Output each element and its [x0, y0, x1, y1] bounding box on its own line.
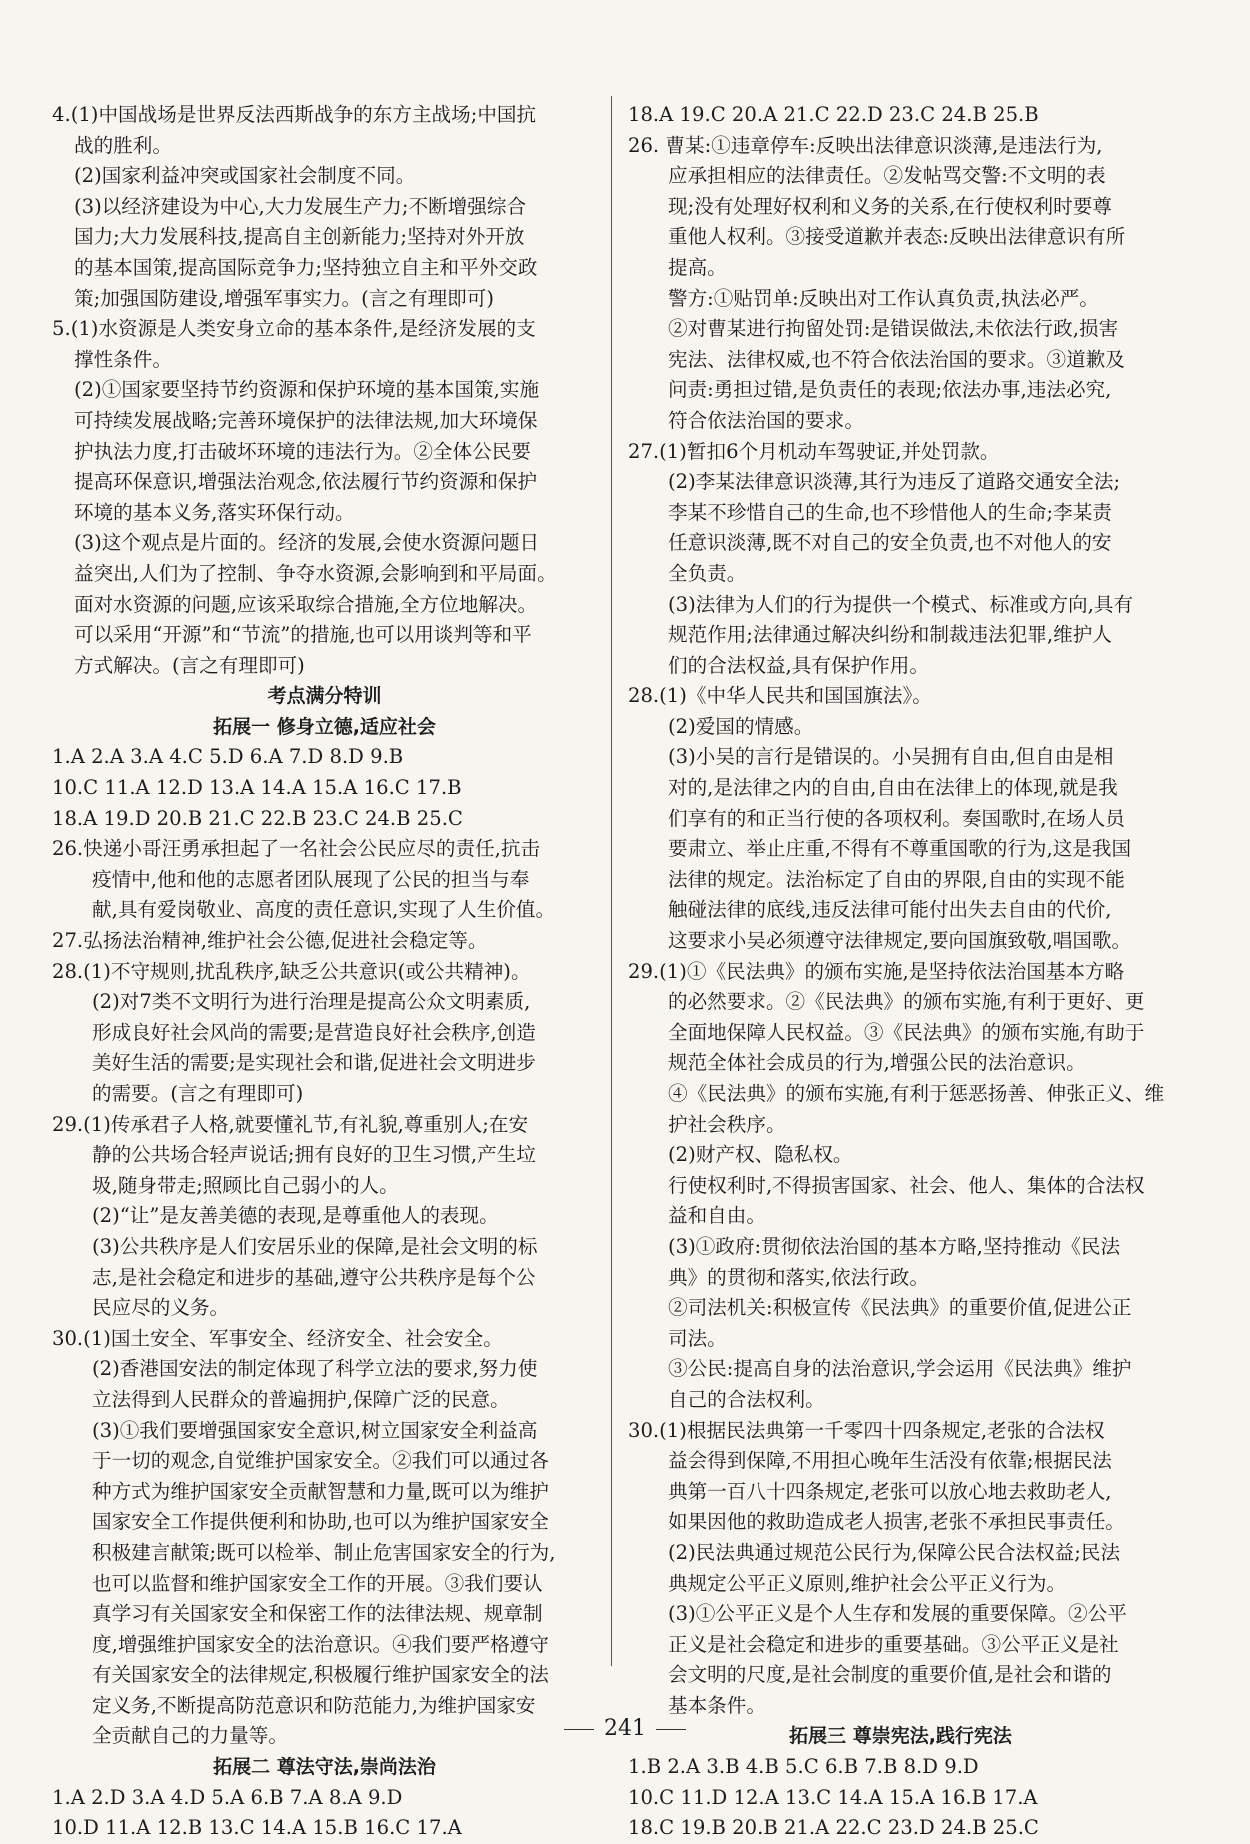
text-line: 要肃立、举止庄重,不得有不尊重国歌的行为,这是我国	[668, 837, 1132, 861]
text-line: 民应尽的义务。	[92, 1296, 230, 1320]
text-line: 18.A 19.C 20.A 21.C 22.D 23.C 24.B 25.B	[628, 103, 1039, 126]
text-line: 4.(1)中国战场是世界反法西斯战争的东方主战场;中国抗	[52, 103, 537, 126]
text-line: 30.(1)根据民法典第一千零四十四条规定,老张的合法权	[628, 1418, 1105, 1442]
text-line: 有关国家安全的法律规定,积极履行维护国家安全的法	[92, 1663, 549, 1687]
text-line: 的需要。(言之有理即可)	[92, 1082, 304, 1105]
text-line: 1.A 2.D 3.A 4.D 5.A 6.B 7.A 8.A 9.D	[52, 1785, 403, 1809]
text-line: 重他人权利。③接受道歉并表态:反映出法律意识有所	[668, 225, 1126, 249]
text-line: 也可以监督和维护国家安全工作的开展。③我们要认	[92, 1571, 543, 1595]
text-line: 行使权利时,不得损害国家、社会、他人、集体的合法权	[668, 1173, 1145, 1197]
text-line: 可持续发展战略;完善环境保护的法律法规,加大环境保	[74, 408, 538, 432]
text-line: 1.B 2.A 3.B 4.B 5.C 6.B 7.B 8.D 9.D	[628, 1755, 979, 1779]
text-line: 典第一百八十四条规定,老张可以放心地去救助老人,	[668, 1479, 1112, 1503]
text-line: 18.A 19.D 20.B 21.C 22.B 23.C 24.B 25.C	[52, 806, 463, 830]
text-line: 美好生活的需要;是实现社会和谐,促进社会文明进步	[92, 1051, 536, 1075]
text-line: 10.D 11.A 12.B 13.C 14.A 15.B 16.C 17.A	[52, 1816, 462, 1840]
text-line: 战的胜利。	[74, 133, 172, 157]
text-line: (3)小吴的言行是错误的。小吴拥有自由,但自由是相	[668, 745, 1114, 769]
text-line: 正义是社会稳定和进步的重要基础。③公平正义是社	[668, 1632, 1119, 1656]
text-line: 29.(1)传承君子人格,就要懂礼节,有礼貌,尊重别人;在安	[52, 1112, 529, 1136]
text-line: 提高环保意识,增强法治观念,依法履行节约资源和保护	[74, 470, 538, 494]
text-line: 积极建言献策;既可以检举、制止危害国家安全的行为,	[92, 1540, 556, 1564]
text-line: (2)香港国安法的制定体现了科学立法的要求,努力使	[92, 1357, 538, 1381]
text-line: 益和自由。	[668, 1204, 766, 1228]
text-line: 28.(1)《中华人民共和国国旗法》。	[628, 684, 932, 708]
section-heading: 拓展三 尊崇宪法,践行宪法	[789, 1725, 1012, 1748]
text-line: ②司法机关:积极宣传《民法典》的重要价值,促进公正	[668, 1296, 1132, 1320]
dash-right	[656, 1729, 686, 1730]
text-line: (2)对7类不文明行为进行治理是提高公众文明素质,	[92, 990, 531, 1014]
text-line: 种方式为维护国家安全贡献智慧和力量,既可以为维护	[92, 1479, 549, 1503]
page-number	[0, 1716, 1250, 1741]
text-line: 环境的基本义务,落实环保行动。	[74, 500, 355, 524]
text-line: (3)①政府:贯彻依法治国的基本方略,坚持推动《民法	[668, 1234, 1121, 1258]
text-line: 全负责。	[668, 561, 747, 585]
text-line: 28.(1)不守规则,扰乱秩序,缺乏公共意识(或公共精神)。	[52, 959, 531, 983]
text-line: 18.C 19.B 20.B 21.A 22.C 23.D 24.B 25.C	[628, 1816, 1039, 1840]
text-line: 国力;大力发展科技,提高自主创新能力;坚持对外开放	[74, 225, 525, 249]
text-line: 法律的规定。法治标定了自由的界限,自由的实现不能	[668, 867, 1125, 891]
text-line: (2)财产权、隐私权。	[668, 1143, 853, 1167]
text-line: ②对曹某进行拘留处罚:是错误做法,未依法行政,损害	[668, 317, 1119, 341]
section-heading: 拓展二 尊法守法,崇尚法治	[213, 1756, 436, 1779]
section-heading: 考点满分特训	[267, 685, 382, 708]
text-line: 国家安全工作提供便利和协助,也可以为维护国家安全	[92, 1510, 549, 1534]
text-line: 定义务,不断提高防范意识和防范能力,为维护国家安	[92, 1693, 536, 1717]
text-line: 可以采用“开源”和“节流”的措施,也可以用谈判等和平	[74, 623, 532, 647]
column-divider	[611, 96, 612, 1666]
text-line: 献,具有爱岗敬业、高度的责任意识,实现了人生价值。	[92, 898, 556, 922]
text-line: 护社会秩序。	[668, 1112, 786, 1136]
text-line: 26.快递小哥汪勇承担起了一名社会公民应尽的责任,抗击	[52, 837, 541, 861]
page-number-text: 241	[604, 1716, 646, 1741]
left-column	[52, 100, 597, 1844]
text-line: 典规定公平正义原则,维护社会公平正义行为。	[668, 1571, 1067, 1595]
text-line: 符合依法治国的要求。	[668, 408, 864, 432]
text-line: 这要求小吴必须遵守法律规定,要向国旗致敬,唱国歌。	[668, 929, 1132, 953]
text-line: 志,是社会稳定和进步的基础,遵守公共秩序是每个公	[92, 1265, 536, 1289]
text-line: 度,增强维护国家安全的法治意识。④我们要严格遵守	[92, 1632, 549, 1656]
text-line: (3)法律为人们的行为提供一个模式、标准或方向,具有	[668, 592, 1134, 616]
text-line: 应承担相应的法律责任。②发帖骂交警:不文明的表	[668, 164, 1106, 188]
text-line: (2)①国家要坚持节约资源和保护环境的基本国策,实施	[74, 378, 540, 402]
text-line: 们的合法权益,具有保护作用。	[668, 653, 929, 677]
text-line: ④《民法典》的颁布实施,有利于惩恶扬善、伸张正义、维	[668, 1082, 1165, 1105]
text-line: (3)以经济建设为中心,大力发展生产力;不断增强综合	[74, 194, 527, 218]
text-line: (2)爱国的情感。	[668, 714, 814, 738]
text-line: 10.C 11.D 12.A 13.C 14.A 15.A 16.B 17.A	[628, 1785, 1038, 1809]
text-line: 护执法力度,打击破坏环境的违法行为。②全体公民要	[74, 439, 531, 463]
text-line: 规范作用;法律通过解决纠纷和制裁违法犯罪,维护人	[668, 623, 1112, 647]
text-line: 对的,是法律之内的自由,自由在法律上的体现,就是我	[668, 776, 1118, 800]
text-line: 27.弘扬法治精神,维护社会公德,促进社会稳定等。	[52, 929, 488, 953]
text-line: 形成良好社会风尚的需要;是营造良好社会秩序,创造	[92, 1020, 536, 1044]
text-line: (2)民法典通过规范公民行为,保障公民合法权益;民法	[668, 1540, 1121, 1564]
text-line: (3)这个观点是片面的。经济的发展,会使水资源问题日	[74, 531, 540, 555]
text-line: 29.(1)①《民法典》的颁布实施,是坚持依法治国基本方略	[628, 959, 1125, 983]
text-line: 触碰法律的底线,违反法律可能付出失去自由的代价,	[668, 898, 1112, 922]
text-line: 1.A 2.A 3.A 4.C 5.D 6.A 7.D 8.D 9.B	[52, 745, 404, 769]
text-line: 警方:①贴罚单:反映出对工作认真负责,执法必严。	[668, 286, 1099, 310]
text-line: 会文明的尺度,是社会制度的重要价值,是社会和谐的	[668, 1663, 1112, 1687]
section-heading: 拓展一 修身立德,适应社会	[213, 715, 436, 738]
text-line: 静的公共场合轻声说话;拥有良好的卫生习惯,产生垃	[92, 1143, 536, 1167]
text-line: 李某不珍惜自己的生命,也不珍惜他人的生命;李某责	[668, 500, 1112, 524]
text-line: 10.C 11.A 12.D 13.A 14.A 15.A 16.C 17.B	[52, 776, 462, 800]
text-line: 全面地保障人民权益。③《民法典》的颁布实施,有助于	[668, 1020, 1145, 1044]
text-line: 方式解决。(言之有理即可)	[74, 653, 305, 677]
right-column	[628, 100, 1173, 1844]
text-line: 们享有的和正当行使的各项权利。奏国歌时,在场人员	[668, 806, 1125, 830]
text-line: 司法。	[668, 1326, 727, 1350]
text-line: 疫情中,他和他的志愿者团队展现了公民的担当与奉	[92, 867, 530, 891]
text-line: 益会得到保障,不用担心晚年生活没有依靠;根据民法	[668, 1449, 1112, 1473]
text-line: (3)公共秩序是人们安居乐业的保障,是社会文明的标	[92, 1234, 538, 1258]
text-line: 自己的合法权利。	[668, 1387, 825, 1411]
text-line: 撑性条件。	[74, 347, 172, 371]
dash-left	[564, 1729, 594, 1730]
text-line: 5.(1)水资源是人类安身立命的基本条件,是经济发展的支	[52, 317, 536, 341]
text-line: 的必然要求。②《民法典》的颁布实施,有利于更好、更	[668, 990, 1145, 1014]
text-line: 27.(1)暂扣6个月机动车驾驶证,并处罚款。	[628, 439, 1000, 463]
text-line: 任意识淡薄,既不对自己的安全负责,也不对他人的安	[668, 531, 1112, 555]
text-line: 真学习有关国家安全和保密工作的法律法规、规章制	[92, 1602, 543, 1626]
text-line: 圾,随身带走;照顾比自己弱小的人。	[92, 1173, 399, 1197]
text-line: 问责:勇担过错,是负责任的表现;依法办事,违法必究,	[668, 378, 1112, 402]
text-line: 益突出,人们为了控制、争夺水资源,会影响到和平局面。	[74, 561, 557, 585]
text-line: (3)①我们要增强国家安全意识,树立国家安全利益高	[92, 1418, 538, 1442]
text-line: (2)国家利益冲突或国家社会制度不同。	[74, 164, 416, 188]
text-line: 宪法、法律权威,也不符合依法治国的要求。③道歉及	[668, 347, 1125, 371]
text-line: 现;没有处理好权利和义务的关系,在行使权利时要尊	[668, 194, 1112, 218]
text-line: 策;加强国防建设,增强军事实力。(言之有理即可)	[74, 286, 494, 310]
text-line: 规范全体社会成员的行为,增强公民的法治意识。	[668, 1051, 1086, 1075]
text-line: 如果因他的救助造成老人损害,老张不承担民事责任。	[668, 1510, 1125, 1534]
text-line: (2)李某法律意识淡薄,其行为违反了道路交通安全法;	[668, 470, 1121, 494]
text-line: 的基本国策,提高国际竞争力;坚持独立自主和平外交政	[74, 255, 538, 279]
text-line: 基本条件。	[668, 1693, 766, 1717]
text-line: 于一切的观念,自觉维护国家安全。②我们可以通过各	[92, 1449, 549, 1473]
text-line: 26. 曹某:①违章停车:反映出法律意识淡薄,是违法行为,	[628, 133, 1103, 157]
text-line: (3)①公平正义是个人生存和发展的重要保障。②公平	[668, 1602, 1127, 1626]
text-line: 全贡献自己的力量等。	[92, 1724, 288, 1748]
text-line: 立法得到人民群众的普遍拥护,保障广泛的民意。	[92, 1387, 510, 1411]
text-line: 30.(1)国土安全、军事安全、经济安全、社会安全。	[52, 1326, 503, 1350]
text-line: ③公民:提高自身的法治意识,学会运用《民法典》维护	[668, 1357, 1132, 1381]
text-line: 典》的贯彻和落实,依法行政。	[668, 1265, 929, 1289]
text-line: (2)“让”是友善美德的表现,是尊重他人的表现。	[92, 1204, 499, 1228]
text-line: 提高。	[668, 255, 727, 279]
text-line: 面对水资源的问题,应该采取综合措施,全方位地解决。	[74, 592, 538, 616]
